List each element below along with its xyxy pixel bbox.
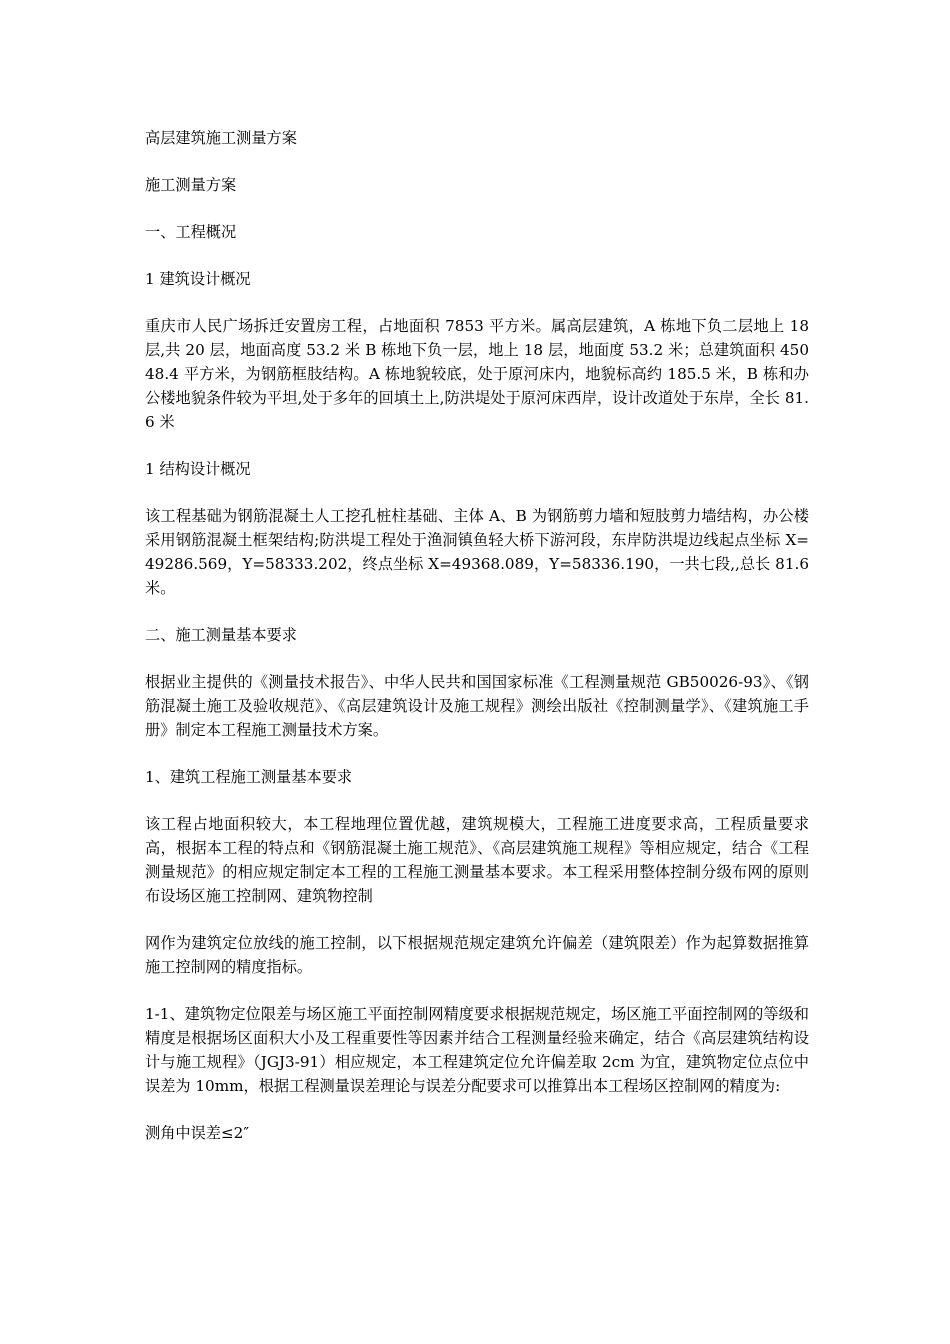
subsection-heading: 1、建筑工程施工测量基本要求 — [145, 768, 353, 786]
body-paragraph: 根据业主提供的《测量技术报告》、中华人民共和国国家标准《工程测量规范 GB50026-93》、《钢筋混凝土施工及验收规范》、《高层建筑设计及施工规程》测绘出版社《控制测量学》、《建筑施工手册》制定本工程施工测量技术方案。 — [145, 673, 809, 739]
body-paragraph: 测角中误差≤2″ — [145, 1124, 249, 1142]
subsection-heading: 1 结构设计概况 — [145, 460, 251, 478]
body-paragraph: 网作为建筑定位放线的施工控制，以下根据规范规定建筑允许偏差（建筑限差）作为起算数据推算施工控制网的精度指标。 — [145, 934, 809, 976]
document-title: 高层建筑施工测量方案 — [145, 129, 297, 147]
body-paragraph: 重庆市人民广场拆迁安置房工程，占地面积 7853 平方米。属高层建筑，A 栋地下负二层地上 18 层,共 20 层，地面高度 53.2 米 B 栋地下负一层，地上 18 层，地面度 53.2 米；总建筑面积 45048.4 平方米，为钢筋框肢结构。A 栋地貌较底，处于原河床内，地貌标高约 185.5 米，B 栋和办公楼地貌条件较为平坦,处于多年的回填土上,防洪堤处于原河床西岸，设计改道处于东岸，全长 81.6 米 — [145, 317, 809, 431]
subsection-heading: 1 建筑设计概况 — [145, 270, 251, 288]
section-heading: 二、施工测量基本要求 — [145, 626, 297, 644]
body-paragraph: 1-1、建筑物定位限差与场区施工平面控制网精度要求根据规范规定，场区施工平面控制网的等级和精度是根据场区面积大小及工程重要性等因素并结合工程测量经验来确定，结合《高层建筑结构设计与施工规程》（JGJ3-91）相应规定，本工程建筑定位允许偏差取 2cm 为宜，建筑物定位点位中误差为 10mm，根据工程测量误差理论与误差分配要求可以推算出本工程场区控制网的精度为: — [145, 1005, 809, 1095]
document-body — [145, 126, 809, 1168]
section-heading: 一、工程概况 — [145, 223, 237, 241]
body-paragraph: 该工程基础为钢筋混凝土人工挖孔桩柱基础、主体 A、B 为钢筋剪力墙和短肢剪力墙结构，办公楼采用钢筋混凝土框架结构;防洪堤工程处于渔洞镇鱼轻大桥下游河段，东岸防洪堤边线起点坐标 X=49286.569，Y=58333.202，终点坐标 X=49368.089，Y=58336.190，一共七段,,总长 81.6 米。 — [145, 507, 809, 597]
section-heading: 施工测量方案 — [145, 176, 237, 194]
body-paragraph: 该工程占地面积较大，本工程地理位置优越，建筑规模大，工程施工进度要求高，工程质量要求高，根据本工程的特点和《钢筋混凝土施工规范》、《高层建筑施工规程》等相应规定，结合《工程测量规范》的相应规定制定本工程的工程施工测量基本要求。本工程采用整体控制分级布网的原则布设场区施工控制网、建筑物控制 — [145, 815, 809, 905]
